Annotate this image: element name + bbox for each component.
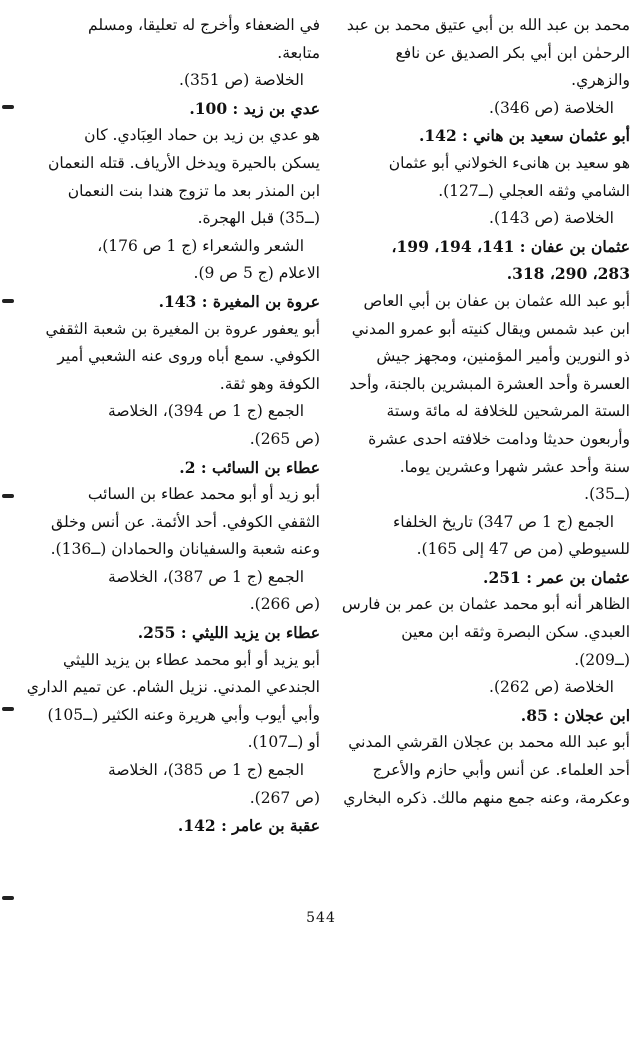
scan-mark xyxy=(2,707,14,711)
entry-heading: عقبة بن عامر : 142. xyxy=(177,816,320,836)
entry-text-line: والزهري. xyxy=(571,71,630,90)
entry-text-line: أبو يعفور عروة بن المغيرة بن شعبة الثقفي xyxy=(45,319,320,338)
entry-text-line: ابن المنذر بعد ما تزوج هندا بنت النعمان xyxy=(67,181,320,200)
entry-text-line: الكوفي. سمع أباه وروى عنه الشعبي أمير xyxy=(57,347,320,366)
entry-text-line: في الضعفاء وأخرج له تعليقا، ومسلم xyxy=(88,16,320,34)
entry-text-line: الاعلام (ج 5 ص 9). xyxy=(193,264,320,283)
entry-text-line: وعنه شعبة والسفيانان والحمادان (ــ136). xyxy=(50,540,320,559)
entry-text-line: أو (ــ107). xyxy=(247,733,320,752)
entry-heading: أبو عثمان سعيد بن هاني : 142. xyxy=(418,126,630,146)
entry-text-line: هو عدي بن زيد بن حماد العِبَادي. كان xyxy=(84,126,320,145)
entry-text-line: للسيوطي (من ص 47 إلى 165). xyxy=(416,540,630,559)
entry-text-line: (ــ209). xyxy=(574,650,630,669)
entry-text-line: الظاهر أنه أبو محمد عثمان بن عمر بن فارس xyxy=(341,595,630,614)
entry-text-line: سنة وأحد عشر شهرا وعشرين يوما. xyxy=(399,457,630,476)
source-citation: الخلاصة (ص 346). xyxy=(489,98,614,117)
entry-text-line: (ــ35) قبل الهجرة. xyxy=(197,209,320,228)
entry-text-line: هو سعيد بن هانىء الخولاني أبو عثمان xyxy=(388,153,630,172)
entry-text-line: محمد بن عبد الله بن أبي عتيق محمد بن عبد xyxy=(346,16,630,34)
page-number: 544 xyxy=(306,910,336,926)
entry-heading: عطاء بن السائب : 2. xyxy=(179,457,320,477)
entry-text-line: الثقفي الكوفي. أحد الأئمة. عن أنس وخلق xyxy=(51,512,320,531)
entry-text-line: العسرة وأحد العشرة المبشرين بالجنة، وأحد xyxy=(349,374,630,393)
entry-text-line: وأربعون حديثا ودامت خلافته احدى عشرة xyxy=(368,429,630,448)
entry-heading: عثمان بن عفان : 141، 194، 199، xyxy=(391,236,630,256)
entry-text-line: الشامي وثقه العجلي (ــ127). xyxy=(438,181,630,200)
entry-text-line: ذو النورين وأمير المؤمنين، ومجهز جيش xyxy=(376,347,630,366)
entry-text-line: أبو زيد أو أبو محمد عطاء بن السائب xyxy=(87,485,320,504)
source-citation: الجمع (ج 1 ص 385)، الخلاصة xyxy=(108,761,304,780)
entry-text-line: يسكن بالحيرة ويدخل الأرياف. قتله النعمان xyxy=(48,153,320,172)
entry-text-line: الكوفة وهو ثقة. xyxy=(219,374,320,393)
entry-text-line: أبو عبد الله محمد بن عجلان القرشي المدني xyxy=(348,733,630,752)
scan-mark xyxy=(2,105,14,109)
entry-text-line: وأبي أيوب وأبي هريرة وعنه الكثير (ــ105) xyxy=(47,705,320,724)
entry-text-line: (ص 266). xyxy=(249,595,320,614)
entry-heading: عروة بن المغيرة : 143. xyxy=(158,291,320,311)
scan-mark xyxy=(2,299,14,303)
entry-text-line: متابعة. xyxy=(277,43,320,62)
entry-text-line: (ص 265). xyxy=(249,429,320,448)
source-citation: الشعر والشعراء (ج 1 ص 176)، xyxy=(97,236,304,255)
source-citation: الجمع (ج 1 ص 394)، الخلاصة xyxy=(108,402,304,421)
entry-text-line: الرحمٰن ابن أبي بكر الصديق عن نافع xyxy=(395,43,630,62)
entry-heading: عطاء بن يزيد الليثي : 255. xyxy=(137,623,320,643)
scan-mark xyxy=(2,896,14,900)
entry-text-line: أحد العلماء. عن أنس وأبي حازم والأعرج xyxy=(372,761,630,780)
source-citation: الخلاصة (ص 351). xyxy=(179,71,304,90)
entry-heading: ابن عجلان : 85. xyxy=(520,705,630,725)
entry-heading: عدي بن زيد : 100. xyxy=(189,98,320,118)
source-citation: الخلاصة (ص 262). xyxy=(489,678,614,697)
entry-text-line: (ص 267). xyxy=(249,788,320,807)
entry-text-line: ابن عبد شمس ويقال كنيته أبو عمرو المدني xyxy=(351,319,630,338)
entry-text-line: الجندعي المدني. نزيل الشام. عن تميم الداري xyxy=(26,678,320,697)
entry-text-line: العبدي. سكن البصرة وثقه ابن معين xyxy=(401,623,630,642)
entry-heading: عثمان بن عمر : 251. xyxy=(483,567,630,587)
entry-text-line: أبو عبد الله عثمان بن عفان بن أبي العاص xyxy=(363,291,630,310)
entry-heading: 283، 290، 318. xyxy=(506,264,630,284)
source-citation: الجمع (ج 1 ص 347) تاريخ الخلفاء xyxy=(393,512,614,531)
entry-text-line: وعكرمة، وعنه جمع منهم مالك. ذكره البخاري xyxy=(343,788,630,807)
entry-text-line: (ــ35). xyxy=(584,485,630,504)
scan-mark xyxy=(2,494,14,498)
source-citation: الخلاصة (ص 143). xyxy=(489,209,614,228)
source-citation: الجمع (ج 1 ص 387)، الخلاصة xyxy=(108,567,304,586)
left-column xyxy=(22,12,320,840)
entry-text-line: الستة المرشحين للخلافة له مائة وستة xyxy=(386,402,630,421)
right-column xyxy=(340,12,630,812)
entry-text-line: أبو يزيد أو أبو محمد عطاء بن يزيد الليثي xyxy=(62,650,320,669)
